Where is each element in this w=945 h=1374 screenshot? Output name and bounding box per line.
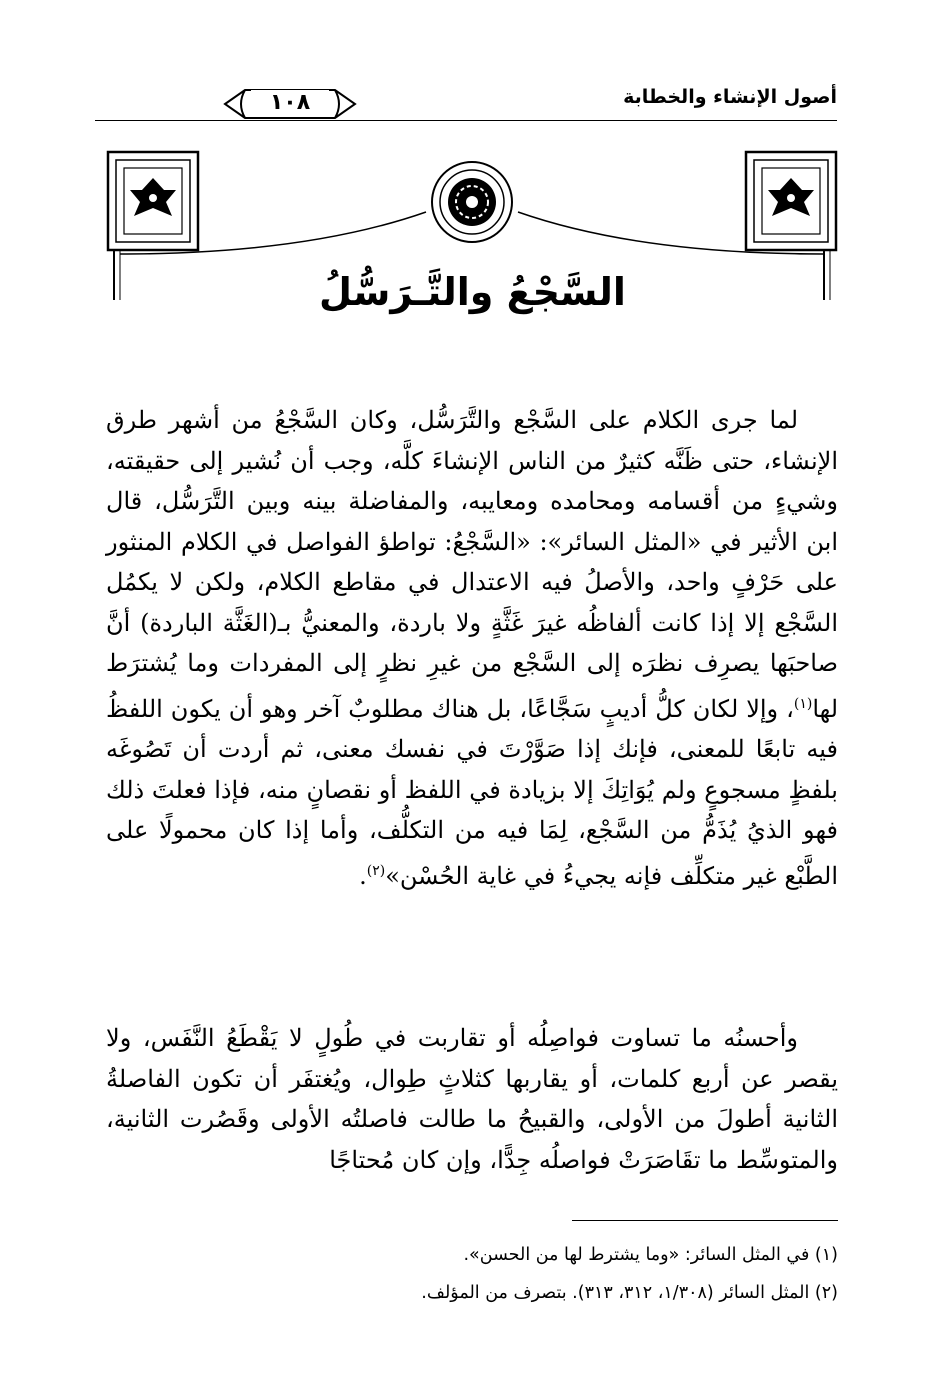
body-paragraph-2: وأحسنُه ما تساوت فواصِلُه أو تقاربت في طُولٍ لا يَقْطَعُ النَّفَس، ولا يقصر عن أربع كلمات، أو يقاربها كثلاثٍ طِوال، ويُغتفَر أن تكون الفاصلةُ الثانية أطولَ من الأولى، والقبيحُ ما طالت فاصلتُه الأولى وقَصُرت الثانية، والمتوسِّط ما تقَاصَرَتْ فواصلُه جِدًّا، وإن كان مُحتاجًا [106, 1024, 838, 1174]
paragraph-1-end: . [359, 861, 367, 890]
paragraph-1-continuation: ، وإلا لكان كلُّ أديبٍ سَجَّاعًا، بل هناك مطلوبٌ آخر وهو أن يكون اللفظُ فيه تابعًا للمعنى، فإنك إذا صَوَّرْتَ في نفسك معنى، ثم أردت أن تَصُوغَه بلفظٍ مسجوعٍ ولم يُوَاتِكَ إلا بزيادة في اللفظ أو نقصانٍ منه، فإذا فعلتَ ذلك فهو الذيُ يُذَمُّ من السَّجْع، لِمَا فيه من التكلُّف، وأما إذا كان محمولًا على الطَّبْع غير متكلِّف فإنه يجيءُ في غاية الحُسْن» [106, 694, 838, 890]
footnote-1: (١) في المثل السائر: «وما يشترط لها من الحسن». [463, 1245, 838, 1265]
body-paragraph-1 [106, 400, 838, 896]
section-title: السَّجْعُ والتَّـرَسُّلُ [319, 270, 626, 314]
footnote-ref-2[interactable]: (٢) [366, 862, 386, 879]
footnote-ref-1[interactable]: (١) [793, 695, 813, 712]
footnote-2: (٢) المثل السائر (١/٣٠٨، ٣١٢، ٣١٣). بتصرف من المؤلف. [421, 1283, 838, 1303]
footnotes [106, 1236, 838, 1312]
paragraph-1-text: لما جرى الكلام على السَّجْع والتَّرَسُّل، وكان السَّجْعُ من أشهر طرق الإنشاء، حتى ظَنَّه كثيرٌ من الناس الإنشاءَ كلَّه، وجب أن نُشير إلى حقيقته، وشيءٍ من أقسامه ومحامده ومعايبه، والمفاضلة بينه وبين التَّرَسُّل، قال ابن الأثير في «المثل السائر»: «السَّجْعُ: تواطؤ الفواصل في الكلام المنثور على حَرْفٍ واحد، والأصلُ فيه الاعتدال في مقاطع الكلام، ولكن لا يكمُل السَّجْع إلا إذا كانت ألفاظُه غيرَ غَثَّةٍ ولا باردة، والمعنيُّ بـ(الغَثَّة الباردة) أنَّ صاحبَها يصرِف نظرَه إلى السَّجْع من غيرِ نظرٍ إلى المفردات وما يُشترَط لها [106, 406, 839, 723]
footnote-separator [572, 1220, 838, 1221]
book-title: أصول الإنشاء والخطابة [623, 86, 837, 108]
center-medallion-icon [432, 162, 512, 242]
page-number: ١٠٨ [251, 90, 329, 115]
page-number-frame [215, 82, 365, 126]
header-rule [95, 120, 837, 121]
running-header [95, 78, 837, 136]
